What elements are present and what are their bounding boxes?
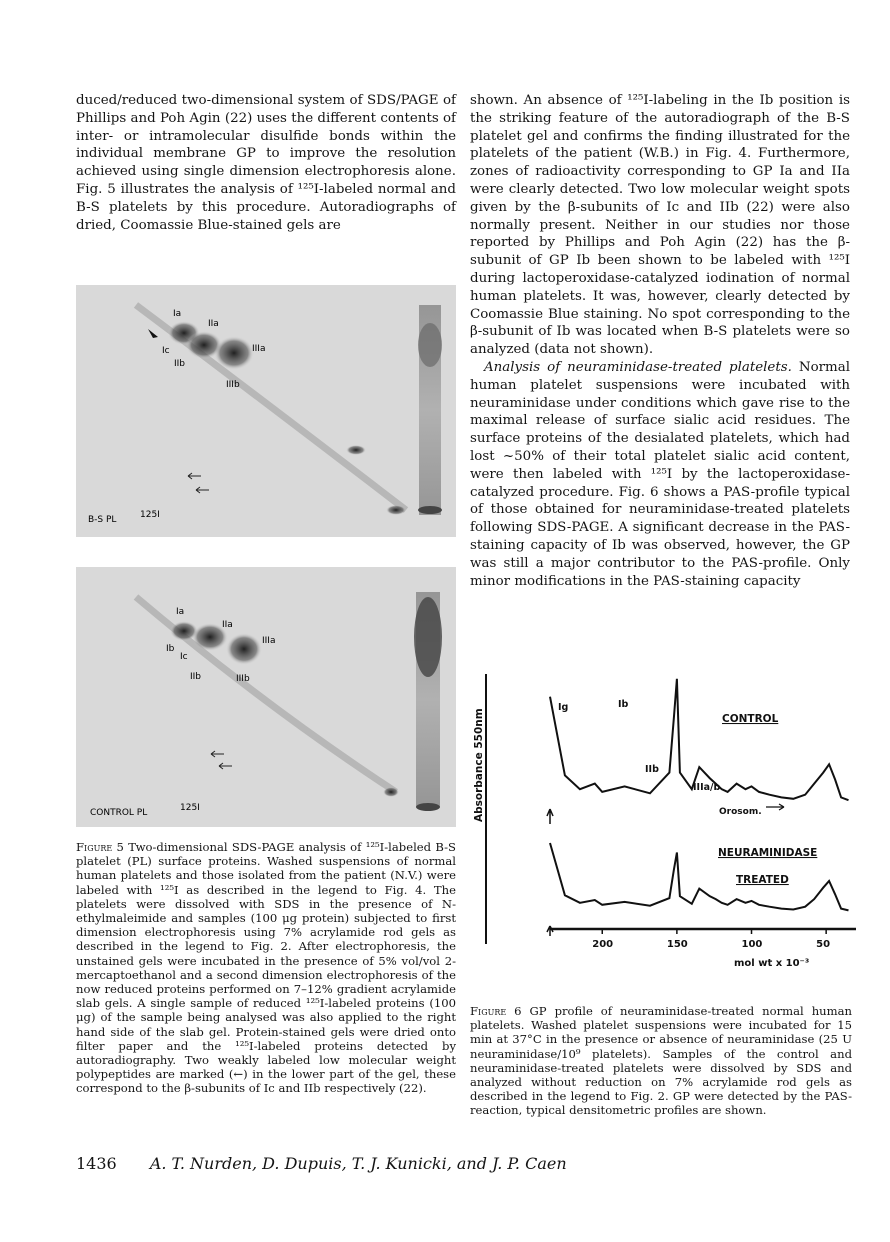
- left-arrow-icon: [219, 763, 232, 769]
- origin-arrow-icon: [547, 809, 553, 824]
- figure6-caption-text: GP profile of neuraminidase-treated normal human platelets. Washed platelet suspensions were incubated for 15 min at 37°C in the presence or absence of neuraminidase (25 U neuraminidase/10⁹ platelets). Samples of the control and neuraminidase-treated platelets were dissolved by SDS and analyzed without reduction on 7% acrylamide rod gels as described in the legend to Fig. 2. GP were detected by the PAS-reaction, typical densitometric profiles are shown.: [470, 1004, 853, 1118]
- label-ib: Ib: [166, 644, 175, 654]
- figure6-chart: [466, 664, 862, 994]
- label-iiia: IIIa: [252, 344, 266, 354]
- peak-label-iiiab: IIIa/b: [693, 782, 721, 793]
- peak-label-iib: IIb: [645, 764, 659, 775]
- right-paragraph-2: [470, 359, 850, 590]
- gel-control-autoradiograph: [76, 567, 456, 827]
- left-arrow-icon: [188, 473, 201, 479]
- peak-label-orosomucoid: Orosom.: [719, 807, 762, 817]
- origin-arrow-icon: [547, 926, 553, 936]
- gel-footer-label: B-S PL: [88, 515, 117, 525]
- label-iiib: IIIb: [226, 380, 240, 390]
- label-iiib: IIIb: [236, 674, 250, 684]
- label-iiia: IIIa: [262, 636, 276, 646]
- figure5-gel-control: [76, 567, 456, 827]
- label-iia: IIa: [208, 319, 219, 329]
- label-iib: IIb: [174, 359, 186, 369]
- neuraminidase-label: NEURAMINIDASE: [718, 847, 818, 859]
- isotope-label: 125I: [180, 803, 200, 813]
- figure5-gel-bs: [76, 285, 456, 537]
- control-label: CONTROL: [722, 713, 779, 725]
- left-arrow-icon: [196, 487, 209, 493]
- left-column-text: [76, 92, 456, 234]
- label-iia: IIa: [222, 620, 233, 630]
- orosomucoid-arrow-icon: [766, 804, 784, 810]
- figure5-caption-label: Figure 5: [76, 840, 124, 854]
- peak-label-ib: Ib: [618, 699, 629, 710]
- label-ia: Ia: [176, 607, 185, 617]
- label-iib: IIb: [190, 672, 202, 682]
- gel-footer-label: CONTROL PL: [90, 808, 148, 818]
- figure5-caption-text: Two-dimensional SDS-PAGE analysis of ¹²⁵I-labeled B-S platelet (PL) surface proteins. Washed suspensions of normal human platelets and those isolated from the patient (N.V.) were labeled with ¹²⁵I as described in the legend to Fig. 4. The platelets were dissolved with SDS in the presence of N-ethylmaleimide and samples (100 μg protein) subjected to first dimension electrophoresis using 7% acrylamide rod gels as described in the legend to Fig. 2. After electrophoresis, the unstained gels were incubated in the presence of 5% vol/vol 2-mercaptoethanol and a second dimension electrophoresis of the now reduced proteins performed on 7–12% gradient acrylamide slab gels. A single sample of reduced ¹²⁵I-labeled proteins (100 μg) of the sample being analysed was also applied to the right hand side of the slab gel. Protein-stained gels were dried onto filter paper and the ¹²⁵I-labeled proteins detected by autoradiography. Two weakly labeled low molecular weight polypeptides are marked (←) in the lower part of the gel, these correspond to the β-subunits of Ic and IIb respectively (22).: [76, 840, 456, 1096]
- x-tick-label: 50: [816, 939, 831, 950]
- label-ic: Ic: [162, 346, 170, 356]
- x-tick-label: 100: [741, 939, 763, 950]
- arrow-icon: [148, 329, 158, 338]
- x-tick-label: 200: [592, 939, 614, 950]
- right-paragraph-2-body: Normal human platelet suspensions were incubated with neuraminidase under conditions which gave rise to the maximal release of surface sialic acid residues. The surface proteins of the desialated platelets, which had lost ~50% of their total platelet sialic acid content, were then labeled with ¹²⁵I by the lactoperoxidase-catalyzed procedure. Fig. 6 shows a PAS-profile typical of those obtained for neuraminidase-treated platelets following SDS-PAGE. A significant decrease in the PAS-staining capacity of Ib was observed, however, the GP was still a major contributor to the PAS-profile. Only minor modifications in the PAS-staining capacity: [470, 359, 851, 589]
- authors: A. T. Nurden, D. Dupuis, T. J. Kunicki, and J. P. Caen: [149, 1154, 567, 1173]
- treated-label: TREATED: [736, 874, 789, 886]
- x-axis-label: mol wt x 10⁻³: [734, 958, 810, 969]
- figure5-caption: [76, 840, 456, 1096]
- page-footer: [76, 1154, 567, 1173]
- right-paragraph-1: shown. An absence of ¹²⁵I-labeling in the Ib position is the striking feature of the autoradiograph of the B-S platelet gel and confirms the finding illustrated for the platelets of the patient (W.B.) in Fig. 4. Furthermore, zones of radioactivity corresponding to GP Ia and IIa were clearly detected. Two low molecular weight spots given by the β-subunits of Ic and IIb (22) were also normally present. Neither in our studies nor those reported by Phillips and Poh Agin (22) has the β-subunit of GP Ib been shown to be labeled with ¹²⁵I during lactoperoxidase-catalyzed iodination of normal human platelets. It was, however, clearly detected by Coomassie Blue staining. No spot corresponding to the β-subunit of Ib was located when B-S platelets were so analyzed (data not shown).: [470, 93, 850, 358]
- gel-bs-autoradiograph: [76, 285, 456, 537]
- page-number: 1436: [76, 1154, 117, 1173]
- label-ia: Ia: [173, 309, 182, 319]
- figure6-caption: [470, 1004, 852, 1118]
- x-tick-label: 150: [666, 939, 688, 950]
- section-heading: Analysis of neuraminidase-treated platelets.: [484, 359, 792, 375]
- label-ic: Ic: [180, 652, 188, 662]
- peak-label-ig: Ig: [558, 702, 569, 713]
- left-paragraph: duced/reduced two-dimensional system of SDS/PAGE of Phillips and Poh Agin (22) uses the different contents of inter- or intramolecular disulfide bonds within the individual membrane GP to improve the resolution achieved using single dimension electrophoresis alone. Fig. 5 illustrates the analysis of ¹²⁵I-labeled normal and B-S platelets by this procedure. Autoradiographs of dried, Coomassie Blue-stained gels are: [76, 93, 456, 233]
- x-tick-group: [592, 929, 830, 950]
- figure6-caption-label: Figure 6: [470, 1004, 522, 1018]
- densitometric-profile-chart: [466, 664, 862, 994]
- y-axis-label: Absorbance 550nm: [473, 708, 485, 822]
- left-arrow-icon: [211, 751, 224, 757]
- right-column-text: [470, 92, 850, 590]
- isotope-label: 125I: [140, 510, 160, 520]
